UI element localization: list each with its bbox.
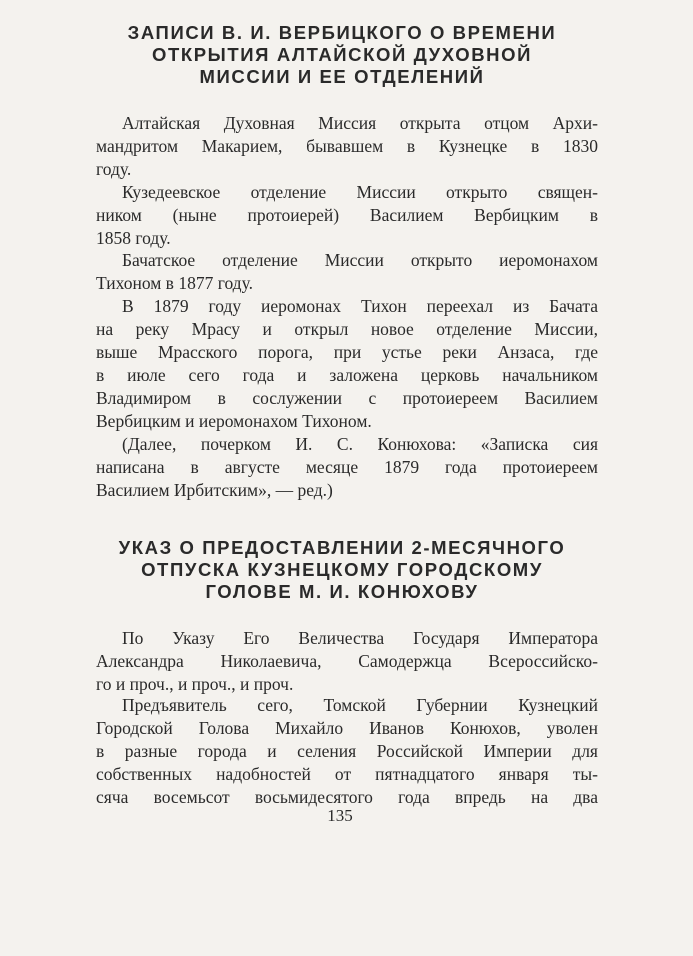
text-line: собственных надобностей от пятнадцатого января ты-: [96, 764, 598, 784]
text-line: Василием Ирбитским», — ред.): [96, 480, 333, 500]
text-line: (Далее, почерком И. С. Конюхова: «Записка сия: [122, 434, 598, 454]
section-2-title-line: УКАЗ О ПРЕДОСТАВЛЕНИИ 2-МЕСЯЧНОГО: [118, 537, 566, 558]
section-2-title-line: ОТПУСКА КУЗНЕЦКОМУ ГОРОДСКОМУ: [141, 559, 543, 580]
text-line: мандритом Макарием, бывавшем в Кузнецке в 1830: [96, 136, 598, 156]
text-line: Алтайская Духовная Миссия открыта отцом Архи-: [122, 113, 598, 133]
text-line: сяча восемьсот восьмидесятого года впредь на два: [96, 787, 598, 807]
text-line: го и проч., и проч., и проч.: [96, 674, 294, 694]
section-1-title: [92, 22, 592, 88]
paragraph: [96, 627, 598, 696]
text-line: ником (ныне протоиерей) Василием Вербицким в: [96, 205, 598, 225]
text-line: Вербицким и иеромонахом Тихоном.: [96, 411, 372, 431]
text-line: Предъявитель сего, Томской Губернии Кузнецкий: [122, 695, 598, 715]
text-line: Бачатское отделение Миссии открыто иеромонахом: [122, 250, 598, 270]
section-1-title-line: ЗАПИСИ В. И. ВЕРБИЦКОГО О ВРЕМЕНИ: [127, 22, 557, 43]
text-line: на реку Мрасу и открыл новое отделение Миссии,: [96, 319, 598, 339]
section-2-title: [92, 537, 592, 603]
text-line: Владимиром в сослужении с протоиереем Василием: [96, 388, 598, 408]
text-line: написана в августе месяце 1879 года протоиереем: [96, 457, 598, 477]
text-line: году.: [96, 159, 132, 179]
text-line: Александра Николаевича, Самодержца Всероссийско-: [96, 651, 598, 671]
text-line: 1858 году.: [96, 228, 171, 248]
text-line: в разные города и селения Российской Империи для: [96, 741, 598, 761]
paragraph: [96, 112, 598, 181]
section-2-title-line: ГОЛОВЕ М. И. КОНЮХОВУ: [205, 581, 479, 602]
section-1-title-line: МИССИИ И ЕЕ ОТДЕЛЕНИЙ: [199, 66, 485, 87]
section-1-title-line: ОТКРЫТИЯ АЛТАЙСКОЙ ДУХОВНОЙ: [151, 44, 533, 65]
page-number: 135: [327, 806, 353, 825]
text-line: В 1879 году иеромонах Тихон переехал из Бачата: [122, 296, 598, 316]
paragraph: [96, 433, 598, 502]
text-line: Кузедеевское отделение Миссии открыто священ-: [122, 182, 598, 202]
text-line: Городской Голова Михайло Иванов Конюхов, уволен: [96, 718, 598, 738]
text-line: в июле сего года и заложена церковь начальником: [96, 365, 598, 385]
paragraph: [96, 249, 598, 295]
paragraph: [96, 694, 598, 809]
text-line: Тихоном в 1877 году.: [96, 273, 253, 293]
text-line: выше Мрасского порога, при устье реки Анзаса, где: [96, 342, 598, 362]
paragraph: [96, 181, 598, 250]
paragraph: [96, 295, 598, 433]
text-line: По Указу Его Величества Государя Императора: [122, 628, 598, 648]
